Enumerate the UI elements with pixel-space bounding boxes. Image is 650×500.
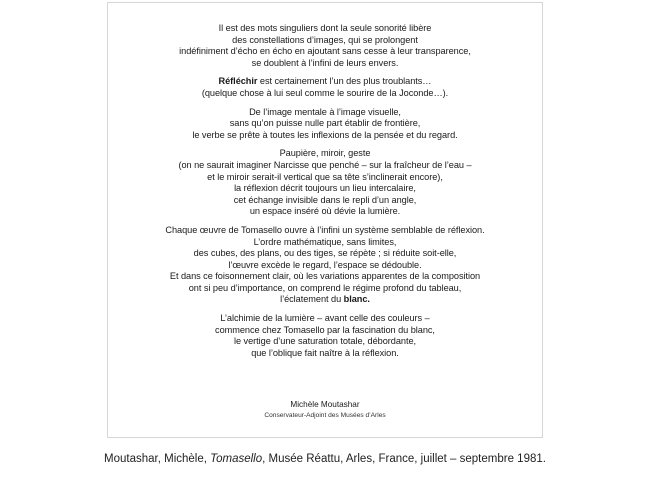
document-page bbox=[107, 2, 543, 438]
poem-line: des constellations d’images, qui se prolongent bbox=[232, 34, 418, 45]
poem-line: L’ordre mathématique, sans limites, bbox=[253, 236, 397, 247]
poem-line: la réflexion décrit toujours un lieu intercalaire, bbox=[234, 183, 416, 194]
poem-text bbox=[108, 23, 542, 359]
poem-line: des cubes, des plans, ou des tiges, se répète ; si réduite soit-elle, bbox=[193, 248, 457, 259]
poem-line: L’alchimie de la lumière – avant celle des couleurs – bbox=[220, 313, 430, 324]
author-name: Michèle Moutashar bbox=[290, 400, 360, 409]
bold-word: blanc. bbox=[343, 294, 370, 305]
poem-line: (quelque chose à lui seul comme le sourire de la Joconde…). bbox=[201, 87, 449, 98]
poem-line: Il est des mots singuliers dont la seule sonorité libère bbox=[218, 23, 432, 33]
poem-line: sans qu’on puisse nulle part établir de frontière, bbox=[229, 118, 421, 129]
poem-line bbox=[108, 294, 542, 306]
poem-line: indéfiniment d’écho en écho en ajoutant sans cesse à leur transparence, bbox=[179, 46, 471, 57]
poem-line: le vertige d’une saturation totale, débordante, bbox=[233, 336, 417, 347]
poem-line: cet échange invisible dans le repli d’un angle, bbox=[233, 194, 417, 205]
poem-line: Paupière, miroir, geste bbox=[279, 148, 371, 159]
poem-line-start: l’éclatement du bbox=[280, 294, 344, 305]
poem-line: Et dans ce foisonnement clair, où les variations apparentes de la composition bbox=[169, 271, 481, 282]
caption-details: , Musée Réattu, Arles, France, juillet – septembre 1981. bbox=[262, 453, 546, 465]
poem-line: De l’image mentale à l’image visuelle, bbox=[249, 106, 401, 117]
poem-line bbox=[108, 76, 542, 88]
poem-line: (on ne saurait imaginer Narcisse que penché – sur la fraîcheur de l’eau – bbox=[178, 159, 472, 170]
signature-block bbox=[108, 399, 542, 420]
poem-line: le verbe se prête à toutes les inflexions de la pensée et du regard. bbox=[192, 129, 458, 140]
poem-line: que l’oblique fait naître à la réflexion. bbox=[251, 347, 399, 358]
bold-word: Réfléchir bbox=[218, 76, 258, 87]
caption-title: Tomasello bbox=[210, 453, 263, 465]
poem-line: et le miroir serait-il vertical que sa tête s’inclinerait encore), bbox=[207, 171, 443, 182]
caption-author: Moutashar, Michèle, bbox=[104, 453, 211, 465]
poem-line-rest: est certainement l’un des plus troublants… bbox=[257, 76, 432, 87]
poem-line: commence chez Tomasello par la fascination du blanc, bbox=[215, 324, 435, 335]
poem-line: ont si peu d’importance, on comprend le régime profond du tableau, bbox=[188, 282, 462, 293]
poem-line: Chaque œuvre de Tomasello ouvre à l’infini un système semblable de réflexion. bbox=[165, 224, 485, 235]
poem-line: se doublent à l’infini de leurs envers. bbox=[251, 57, 399, 68]
author-title: Conservateur-Adjoint des Musées d’Arles bbox=[264, 412, 386, 419]
poem-line: un espace inséré où dévie la lumière. bbox=[249, 206, 401, 217]
figure-caption bbox=[0, 453, 650, 465]
poem-line: l’œuvre excède le regard, l’espace se dédouble. bbox=[228, 259, 422, 270]
